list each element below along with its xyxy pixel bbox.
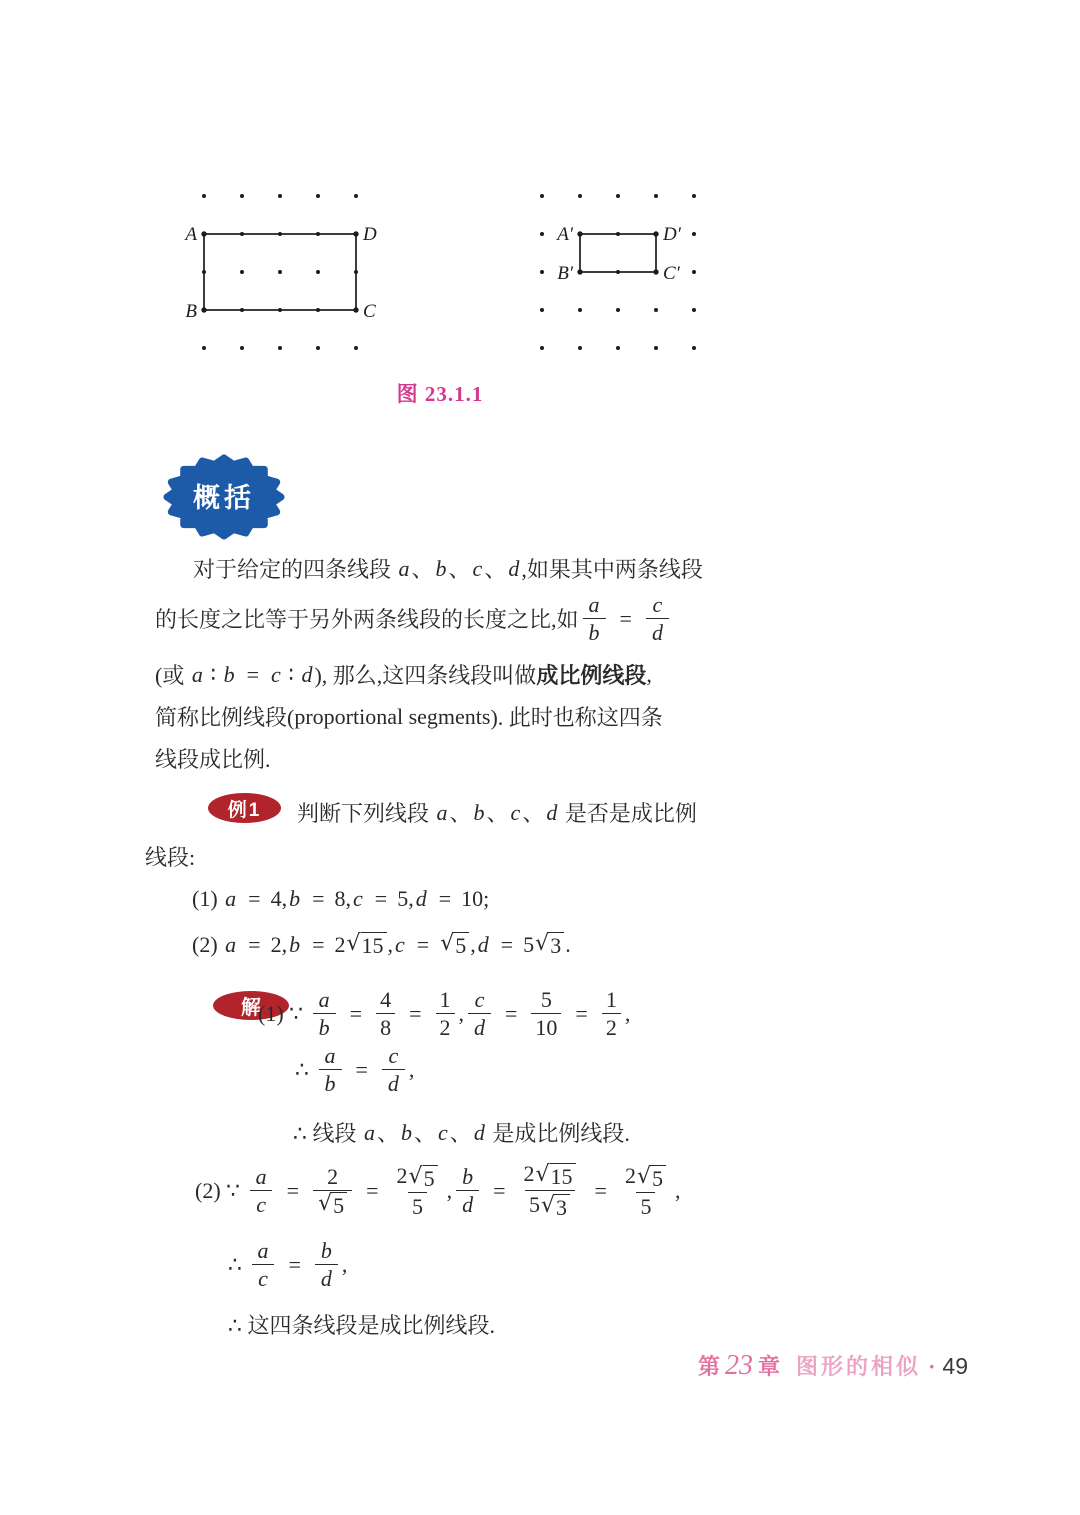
paragraph-line-5: 线段成比例. bbox=[155, 747, 271, 772]
svg-text:C: C bbox=[363, 301, 376, 322]
paragraph-line-1: 对于给定的四条线段 a 、 b 、 c 、 d ,如果其中两条线段 bbox=[193, 555, 703, 582]
svg-text:A′: A′ bbox=[557, 224, 573, 245]
footer-chapter-number: 23 bbox=[725, 1350, 754, 1381]
example-statement-line-2: 线段: bbox=[145, 845, 196, 870]
summary-badge-label: 概括 bbox=[193, 483, 255, 513]
svg-text:B: B bbox=[185, 301, 197, 322]
solution-line-4: (2) ∵ $\frac{a}{c}$ = 2 √ 5 = 2 √ 5 5 , $\frac{b}{d}$ = 2 √ 15 5 √ 3 = 2 √ 5 5 , bbox=[195, 1161, 681, 1221]
footer-page-number: 49 bbox=[942, 1353, 968, 1379]
footer-chapter-prefix: 第 bbox=[698, 1354, 721, 1379]
solution-badge: 解 bbox=[213, 991, 289, 1020]
summary-seal-badge bbox=[154, 447, 294, 547]
solution-line-5: ∴ $\frac{a}{c}$ = $\frac{b}{d}$ , bbox=[228, 1238, 348, 1292]
solution-line-1: (1) ∵ $\frac{a}{b}$ = $\frac{4}{8}$ = $\frac{1}{2}$ , $\frac{c}{d}$ = $\frac{5}{10}$ = $\frac{1}{2}$ , bbox=[258, 987, 631, 1041]
svg-text:B′: B′ bbox=[557, 263, 573, 284]
svg-text:A: A bbox=[185, 224, 197, 245]
figure-caption: 图 23.1.1 bbox=[396, 382, 484, 406]
footer-separator-dot: · bbox=[928, 1354, 936, 1379]
solution-line-3: ∴ 线段 a 、 b 、 c 、 d 是成比例线段. bbox=[293, 1119, 630, 1146]
dot-grid-figure-small-rectangle bbox=[525, 178, 755, 368]
example-statement-line-1: 判断下列线段 a 、 b 、 c 、 d 是否是成比例 bbox=[297, 799, 697, 826]
solution-line-6: ∴ 这四条线段是成比例线段. bbox=[228, 1313, 495, 1338]
footer-chapter-title: 图形的相似 bbox=[796, 1354, 922, 1379]
example-1-badge: 例1 bbox=[208, 793, 281, 823]
page-footer bbox=[698, 1350, 968, 1382]
svg-text:C′: C′ bbox=[663, 263, 680, 284]
solution-line-2: ∴ $\frac{a}{b}$ = $\frac{c}{d}$ , bbox=[295, 1043, 415, 1097]
paragraph-line-3: (或 a ∶ b = c ∶ d ), 那么,这四条线段叫做 成比例线段 , bbox=[155, 661, 652, 688]
example-item-1: (1) a = 4 , b = 8 , c = 5 , d = 10 ; bbox=[192, 886, 490, 911]
example-item-2: (2) a = 2 , b = 2 √ 15 , c = √ 5 , d = 5 √ 3 . bbox=[192, 931, 571, 958]
paragraph-line-2: 的长度之比等于另外两条线段的长度之比,如 $\frac{a}{b}$ = $\frac{c}{d}$ bbox=[155, 591, 673, 647]
svg-text:D′: D′ bbox=[663, 224, 681, 245]
svg-text:D: D bbox=[363, 224, 377, 245]
footer-chapter-suffix: 章 bbox=[758, 1354, 781, 1379]
paragraph-line-4: 简称比例线段( proportional segments ). 此时也称这四条 bbox=[155, 703, 663, 730]
dot-grid-figure-large-rectangle bbox=[170, 178, 400, 368]
